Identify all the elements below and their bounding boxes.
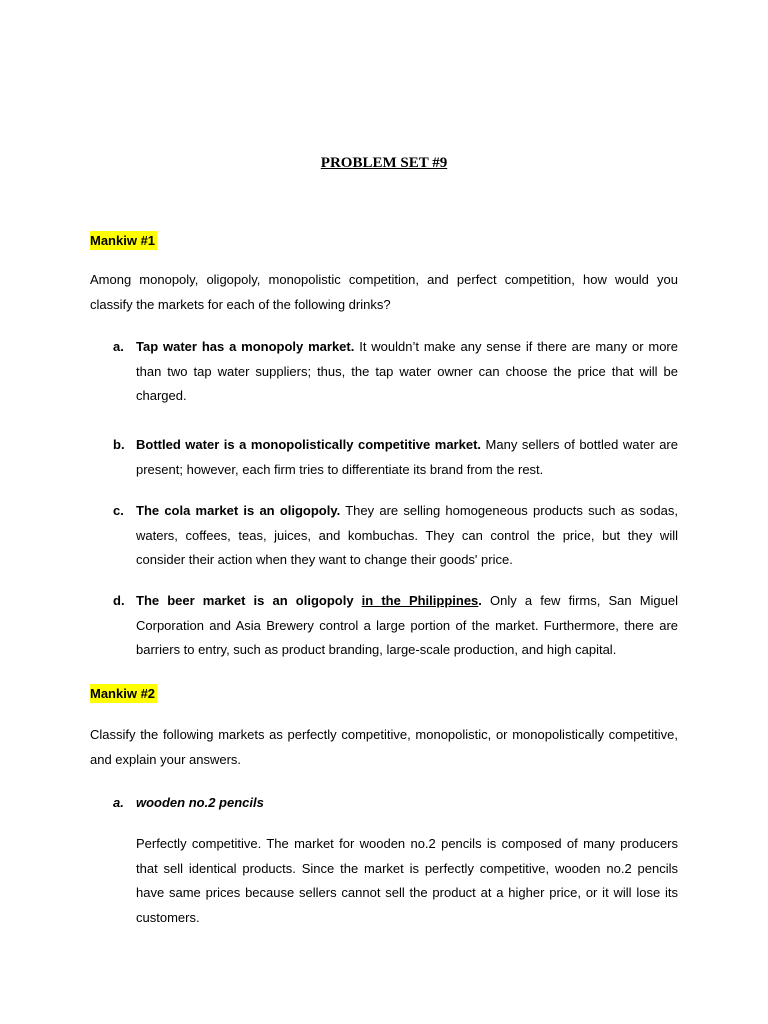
- item-bold-text: Bottled water is a monopolistically competitive market.: [136, 437, 482, 452]
- sub-question-text: wooden no.2 pencils: [136, 795, 264, 810]
- item-text: It wouldn’t make any sense if there are many or more than two tap water suppliers; thus, the tap water owner can choose the price that will be charged.: [136, 339, 678, 403]
- section-heading-mankiw-2: Mankiw #2: [90, 686, 156, 701]
- list-item-d: [113, 589, 678, 663]
- item-bold-text: The beer market is an oligopoly: [136, 593, 362, 608]
- item-bold-underlined-text: in the Philippines: [361, 593, 479, 608]
- list-letter: b.: [113, 437, 125, 452]
- item-text: They are selling homogeneous products such as sodas, waters, coffees, teas, juices, and kombuchas. They can control the price, but they will consider their action when they want to change their goods' price.: [136, 503, 678, 567]
- list-letter: a.: [113, 795, 124, 810]
- sub-question-a-answer: Perfectly competitive. The market for wooden no.2 pencils is composed of many producers that sell identical products. Since the market is perfectly competitive, wooden no.2 pencils have same prices because sellers cannot sell the product at a higher price, or it will lose its customers.: [136, 836, 678, 925]
- item-bold-text: Tap water has a monopoly market.: [136, 339, 355, 354]
- list-item-a: [113, 335, 678, 409]
- item-text: Only a few firms, San Miguel Corporation and Asia Brewery control a large portion of the market. Furthermore, there are barriers to entry, such as product branding, large-scale production, and high capital.: [136, 593, 678, 657]
- page-title: PROBLEM SET #9: [320, 155, 448, 171]
- section1-intro: Among monopoly, oligopoly, monopolistic competition, and perfect competition, how would you classify the markets for each of the following drinks?: [90, 272, 678, 312]
- section-heading-mankiw-1: Mankiw #1: [90, 233, 156, 248]
- list-item-b: [113, 433, 678, 482]
- list-item-c: [113, 499, 678, 573]
- section2-intro: Classify the following markets as perfectly competitive, monopolistic, or monopolistically competitive, and explain your answers.: [90, 727, 678, 767]
- item-bold-end: .: [478, 593, 482, 608]
- list-letter: c.: [113, 503, 124, 518]
- list-letter: d.: [113, 593, 125, 608]
- item-text: Many sellers of bottled water are present; however, each firm tries to differentiate its brand from the rest.: [136, 437, 678, 477]
- sub-question-a-label: [113, 793, 264, 813]
- item-bold-text: The cola market is an oligopoly.: [136, 503, 341, 518]
- list-letter: a.: [113, 339, 124, 354]
